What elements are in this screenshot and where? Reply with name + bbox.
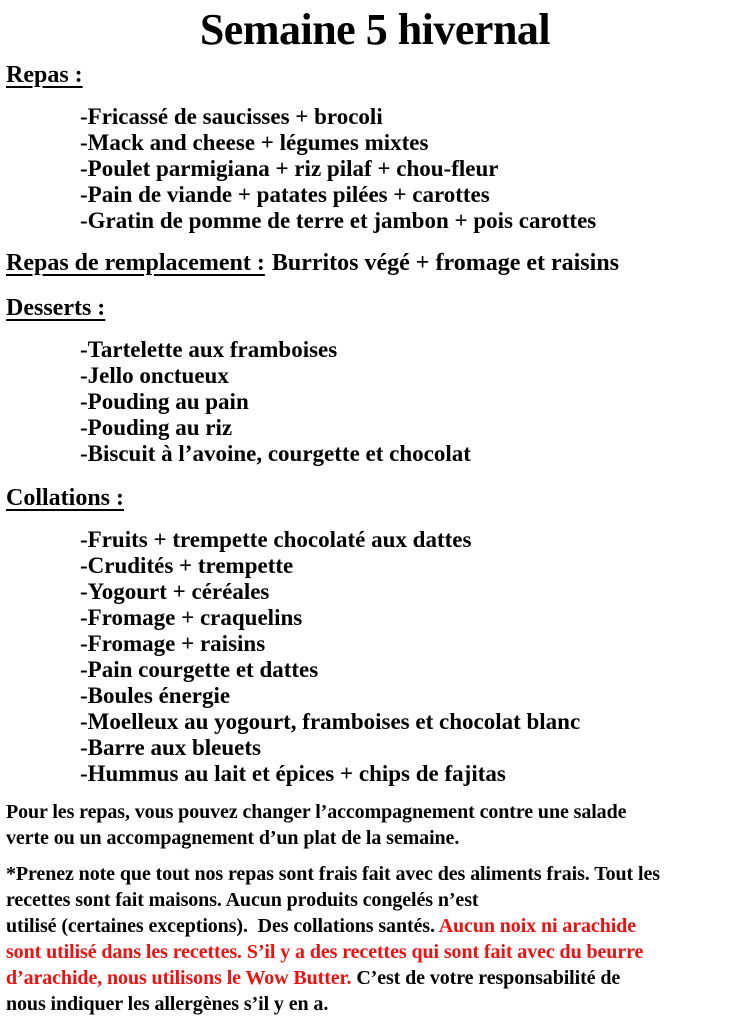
section-desserts-heading: Desserts :	[6, 295, 106, 321]
snack-item: -Fruits + trempette chocolaté aux dattes	[80, 527, 472, 552]
allergy-note-segment: *Prenez note que tout nos repas sont frais fait avec des aliments frais. Tout les	[6, 863, 660, 885]
allergy-note-segment: nous indiquer les allergènes s’il y en a.	[6, 993, 329, 1015]
snack-item: -Pain courgette et dattes	[80, 657, 319, 682]
allergy-note-segment: recettes sont fait maisons. Aucun produits congelés n’est	[6, 889, 479, 911]
allergy-warning-segment: sont utilisé dans les recettes. S’il y a des recettes qui sont fait avec du beurre	[6, 941, 644, 963]
dessert-item: -Tartelette aux framboises	[80, 337, 338, 362]
snack-item: -Hummus au lait et épices + chips de fajitas	[80, 761, 506, 786]
allergy-note-segment: utilisé (certaines exceptions). Des collations santés.	[6, 915, 439, 937]
meal-item: -Mack and cheese + légumes mixtes	[80, 130, 429, 155]
dessert-item: -Jello onctueux	[80, 363, 229, 388]
swap-note-line: Pour les repas, vous pouvez changer l’accompagnement contre une salade	[6, 801, 627, 823]
allergy-note-line	[6, 991, 744, 1017]
dessert-item: -Pouding au pain	[80, 389, 249, 414]
snack-item: -Yogourt + céréales	[80, 579, 270, 604]
section-collations	[6, 485, 744, 787]
collations-list	[80, 527, 744, 787]
section-collations-heading: Collations :	[6, 485, 125, 511]
allergy-note-segment: C’est de votre responsabilité de	[356, 967, 621, 989]
swap-note-line: verte ou un accompagnement d’un plat de la semaine.	[6, 827, 460, 849]
allergy-note-line	[6, 887, 744, 913]
swap-note	[6, 799, 744, 851]
allergy-note-line	[6, 913, 744, 939]
snack-item: -Moelleux au yogourt, framboises et chocolat blanc	[80, 709, 581, 734]
dessert-item: -Pouding au riz	[80, 415, 233, 440]
allergy-note-line	[6, 965, 744, 991]
meal-item: -Gratin de pomme de terre et jambon + pois carottes	[80, 208, 597, 233]
snack-item: -Boules énergie	[80, 683, 231, 708]
meal-item: -Fricassé de saucisses + brocoli	[80, 104, 383, 129]
section-remplacement-heading: Repas de remplacement :	[6, 250, 265, 276]
allergy-warning-segment: Aucun noix ni arachide	[438, 915, 636, 937]
snack-item: -Barre aux bleuets	[80, 735, 262, 760]
desserts-list	[80, 337, 744, 467]
section-repas-heading: Repas :	[6, 62, 83, 88]
snack-item: -Fromage + craquelins	[80, 605, 303, 630]
meal-item: -Poulet parmigiana + riz pilaf + chou-fleur	[80, 156, 499, 181]
document-title: Semaine 5 hivernal	[199, 5, 551, 54]
snack-item: -Fromage + raisins	[80, 631, 266, 656]
allergy-note	[6, 861, 744, 1017]
dessert-item: -Biscuit à l’avoine, courgette et chocolat	[80, 441, 471, 466]
meal-item: -Pain de viande + patates pilées + carottes	[80, 182, 490, 207]
remplacement-value: Burritos végé + fromage et raisins	[271, 250, 619, 276]
section-desserts	[6, 295, 744, 467]
allergy-note-line	[6, 939, 744, 965]
allergy-note-line	[6, 861, 744, 887]
allergy-warning-segment: d’arachide, nous utilisons le Wow Butter.	[6, 967, 357, 989]
snack-item: -Crudités + trempette	[80, 553, 294, 578]
section-repas-remplacement	[6, 250, 744, 277]
repas-list	[80, 104, 744, 234]
section-repas	[6, 62, 744, 234]
